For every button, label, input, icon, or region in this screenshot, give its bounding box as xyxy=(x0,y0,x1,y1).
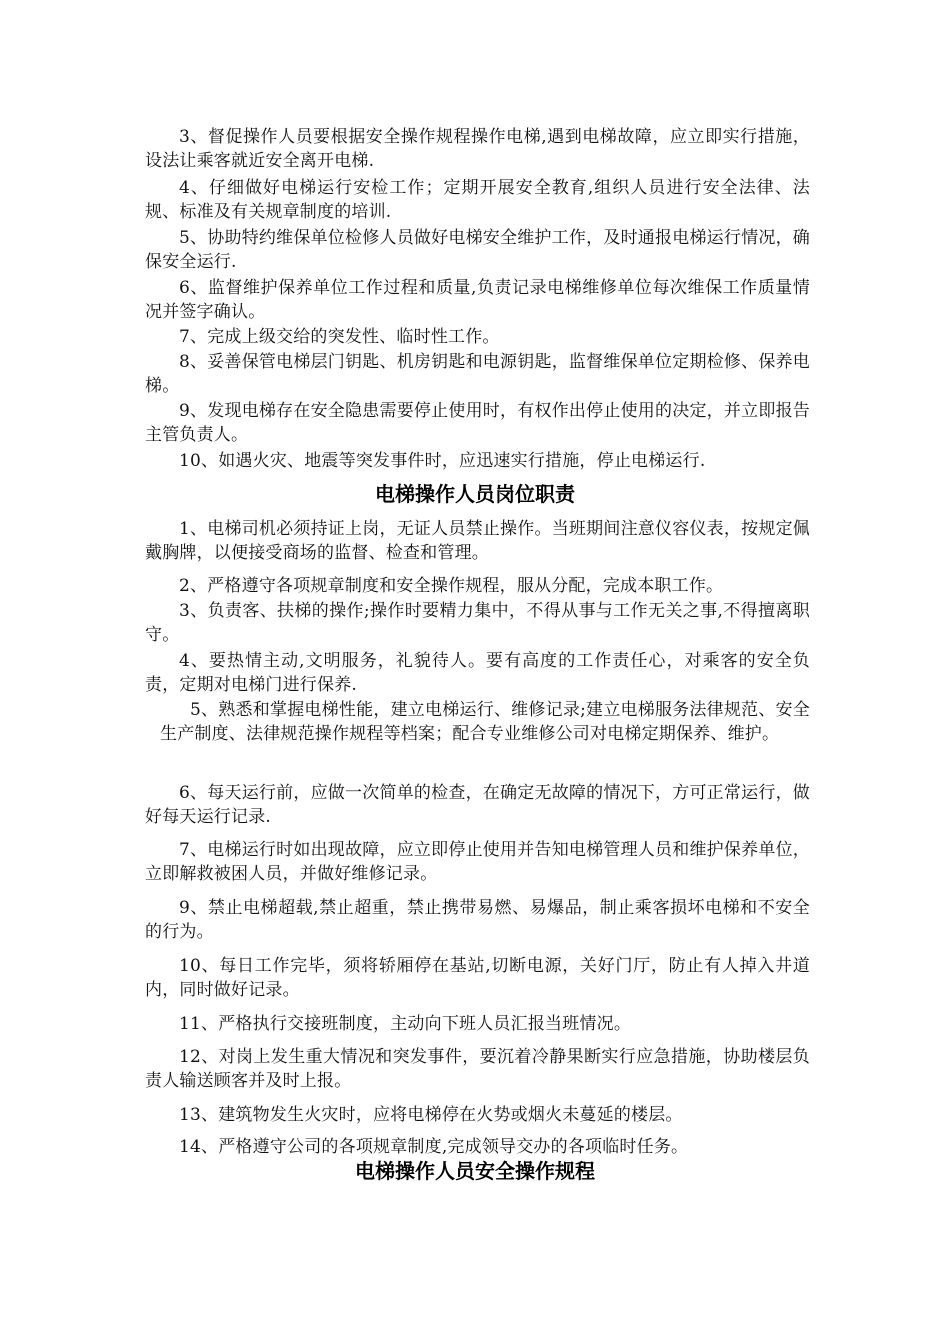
list-item: 9、发现电梯存在安全隐患需要停止使用时，有权作出停止使用的决定，并立即报告主管负责人。 xyxy=(145,401,810,445)
list-item: 14、严格遵守公司的各项规章制度,完成领导交办的各项临时任务。 xyxy=(179,1137,689,1157)
list-item: 2、严格遵守各项规章制度和安全操作规程，服从分配，完成本职工作。 xyxy=(179,576,724,596)
list-item: 5、协助特约维保单位检修人员做好电梯安全维护工作，及时通报电梯运行情况，确保安全运行. xyxy=(145,228,810,272)
list-item: 1、电梯司机必须持证上岗，无证人员禁止操作。当班期间注意仪容仪表，按规定佩戴胸牌，以便接受商场的监督、检查和管理。 xyxy=(145,519,810,563)
list-item: 10、如遇火灾、地震等突发事件时，应迅速实行措施，停止电梯运行. xyxy=(179,451,706,471)
list-item: 7、完成上级交给的突发性、临时性工作。 xyxy=(179,327,500,347)
list-item: 4、要热情主动,文明服务，礼貌待人。要有高度的工作责任心，对乘客的安全负责，定期对电梯门进行保养. xyxy=(145,651,810,695)
list-item: 13、建筑物发生火灾时，应将电梯停在火势或烟火未蔓延的楼层。 xyxy=(179,1105,683,1125)
section-title: 电梯操作人员岗位职责 xyxy=(375,482,575,506)
list-item: 10、每日工作完毕，须将轿厢停在基站,切断电源，关好门厅，防止有人掉入井道内，同时做好记录。 xyxy=(145,956,810,1000)
list-item: 6、每天运行前，应做一次简单的检查，在确定无故障的情况下，方可正常运行，做好每天运行记录. xyxy=(145,783,810,827)
list-item: 5、熟悉和掌握电梯性能，建立电梯运行、维修记录;建立电梯服务法律规范、安全生产制度、法律规范操作规程等档案；配合专业维修公司对电梯定期保养、维护。 xyxy=(160,700,810,744)
list-item: 9、禁止电梯超载,禁止超重，禁止携带易燃、易爆品，制止乘客损坏电梯和不安全的行为。 xyxy=(145,898,810,942)
list-item: 11、严格执行交接班制度，主动向下班人员汇报当班情况。 xyxy=(179,1014,632,1034)
list-item: 4、仔细做好电梯运行安检工作；定期开展安全教育,组织人员进行安全法律、法规、标准及有关规章制度的培训. xyxy=(145,178,810,222)
list-item: 7、电梯运行时如出现故障，应立即停止使用并告知电梯管理人员和维护保养单位，立即解救被困人员，并做好维修记录。 xyxy=(145,840,810,884)
list-item: 8、妥善保管电梯层门钥匙、机房钥匙和电源钥匙，监督维保单位定期检修、保养电梯。 xyxy=(145,352,810,396)
list-item: 3、督促操作人员要根据安全操作规程操作电梯,遇到电梯故障，应立即实行措施，设法让乘客就近安全离开电梯. xyxy=(145,127,810,171)
list-item: 3、负责客、扶梯的操作;操作时要精力集中，不得从事与工作无关之事,不得擅离职守。 xyxy=(145,601,810,645)
list-item: 6、监督维护保养单位工作过程和质量,负责记录电梯维修单位每次维保工作质量情况并签字确认。 xyxy=(145,278,810,322)
section-title: 电梯操作人员安全操作规程 xyxy=(355,1159,595,1183)
list-item: 12、对岗上发生重大情况和突发事件，要沉着冷静果断实行应急措施，协助楼层负责人输送顾客并及时上报。 xyxy=(145,1047,810,1091)
